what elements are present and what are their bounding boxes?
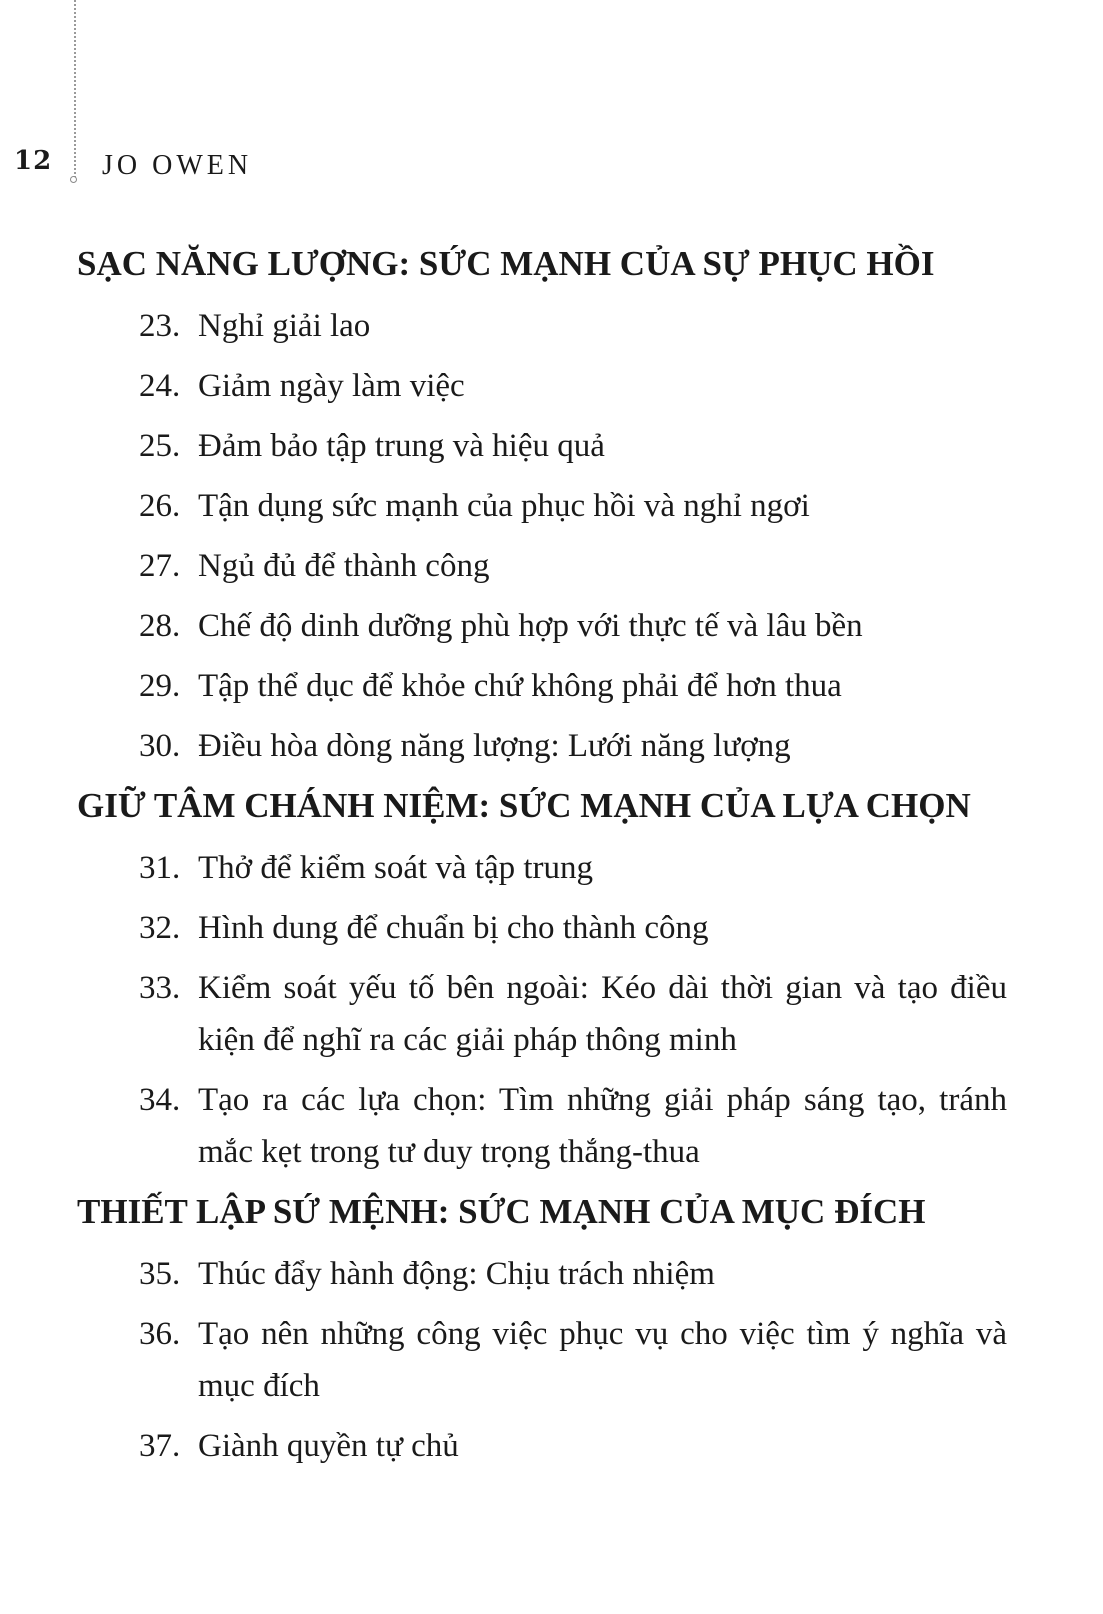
running-head-author: JO OWEN <box>102 150 253 181</box>
section-title: THIẾT LẬP SỨ MỆNH: SỨC MẠNH CỦA MỤC ĐÍCH <box>77 1192 926 1231</box>
toc-entry <box>77 842 1007 894</box>
toc-entry <box>77 1074 1007 1178</box>
margin-dotted-rule <box>74 0 76 178</box>
toc-entry <box>77 600 1007 652</box>
toc-entry <box>77 360 1007 412</box>
section-title: GIỮ TÂM CHÁNH NIỆM: SỨC MẠNH CỦA LỰA CHỌN <box>77 786 971 825</box>
toc-entry-number: 25. <box>139 428 181 464</box>
toc-section-mindfulness <box>77 782 1007 1178</box>
toc-entry-number: 24. <box>139 368 181 404</box>
toc-entry <box>77 300 1007 352</box>
toc-entry-number: 29. <box>139 668 181 704</box>
toc-entry-title: Đảm bảo tập trung và hiệu quả <box>198 428 605 464</box>
toc-entry-number: 37. <box>139 1428 181 1464</box>
toc-entry-number: 23. <box>139 308 181 344</box>
toc-entry-title: Chế độ dinh dưỡng phù hợp với thực tế và lâu bền <box>198 608 863 644</box>
toc-entry-number: 28. <box>139 608 181 644</box>
toc-entry <box>77 720 1007 772</box>
toc-entry <box>77 1420 1007 1472</box>
toc-entry-title: Tạo ra các lựa chọn: Tìm những giải pháp sáng tạo, tránh mắc kẹt trong tư duy trọng thắng-thua <box>198 1082 1007 1170</box>
toc-entry-number: 30. <box>139 728 181 764</box>
toc-list <box>77 1248 1007 1472</box>
toc-entry <box>77 1308 1007 1412</box>
toc-section-mission <box>77 1188 1007 1472</box>
toc-entry-title: Thở để kiểm soát và tập trung <box>198 850 594 886</box>
toc-entry-number: 34. <box>139 1082 181 1118</box>
toc-entry <box>77 540 1007 592</box>
toc-entry <box>77 902 1007 954</box>
toc-entry-number: 35. <box>139 1256 181 1292</box>
toc-entry-title: Giành quyền tự chủ <box>198 1428 459 1464</box>
toc-entry <box>77 420 1007 472</box>
toc-entry-title: Điều hòa dòng năng lượng: Lưới năng lượng <box>198 728 791 764</box>
toc-entry <box>77 480 1007 532</box>
toc-list <box>77 300 1007 772</box>
toc-entry <box>77 1248 1007 1300</box>
margin-ring-ornament <box>70 176 77 183</box>
page-number: 12 <box>14 146 53 176</box>
toc-entry-number: 31. <box>139 850 181 886</box>
toc-entry-title: Thúc đẩy hành động: Chịu trách nhiệm <box>198 1256 715 1292</box>
toc-list <box>77 842 1007 1178</box>
toc-entry-number: 32. <box>139 910 181 946</box>
toc-entry-title: Tận dụng sức mạnh của phục hồi và nghỉ ngơi <box>198 488 810 524</box>
toc-entry <box>77 660 1007 712</box>
toc-entry-number: 33. <box>139 970 181 1006</box>
toc-entry-title: Kiểm soát yếu tố bên ngoài: Kéo dài thời gian và tạo điều kiện để nghĩ ra các giải pháp thông minh <box>198 970 1007 1058</box>
table-of-contents <box>77 240 1007 1482</box>
toc-entry-title: Nghỉ giải lao <box>198 308 371 344</box>
toc-entry-number: 27. <box>139 548 181 584</box>
toc-entry-title: Giảm ngày làm việc <box>198 368 465 404</box>
toc-entry-number: 26. <box>139 488 181 524</box>
toc-entry-number: 36. <box>139 1316 181 1352</box>
toc-section-recharge <box>77 240 1007 772</box>
section-title: SẠC NĂNG LƯỢNG: SỨC MẠNH CỦA SỰ PHỤC HỒI <box>77 244 935 283</box>
toc-entry <box>77 962 1007 1066</box>
toc-entry-title: Tạo nên những công việc phục vụ cho việc tìm ý nghĩa và mục đích <box>198 1316 1007 1404</box>
toc-entry-title: Hình dung để chuẩn bị cho thành công <box>198 910 709 946</box>
toc-entry-title: Tập thể dục để khỏe chứ không phải để hơn thua <box>198 668 842 704</box>
toc-entry-title: Ngủ đủ để thành công <box>198 548 490 584</box>
